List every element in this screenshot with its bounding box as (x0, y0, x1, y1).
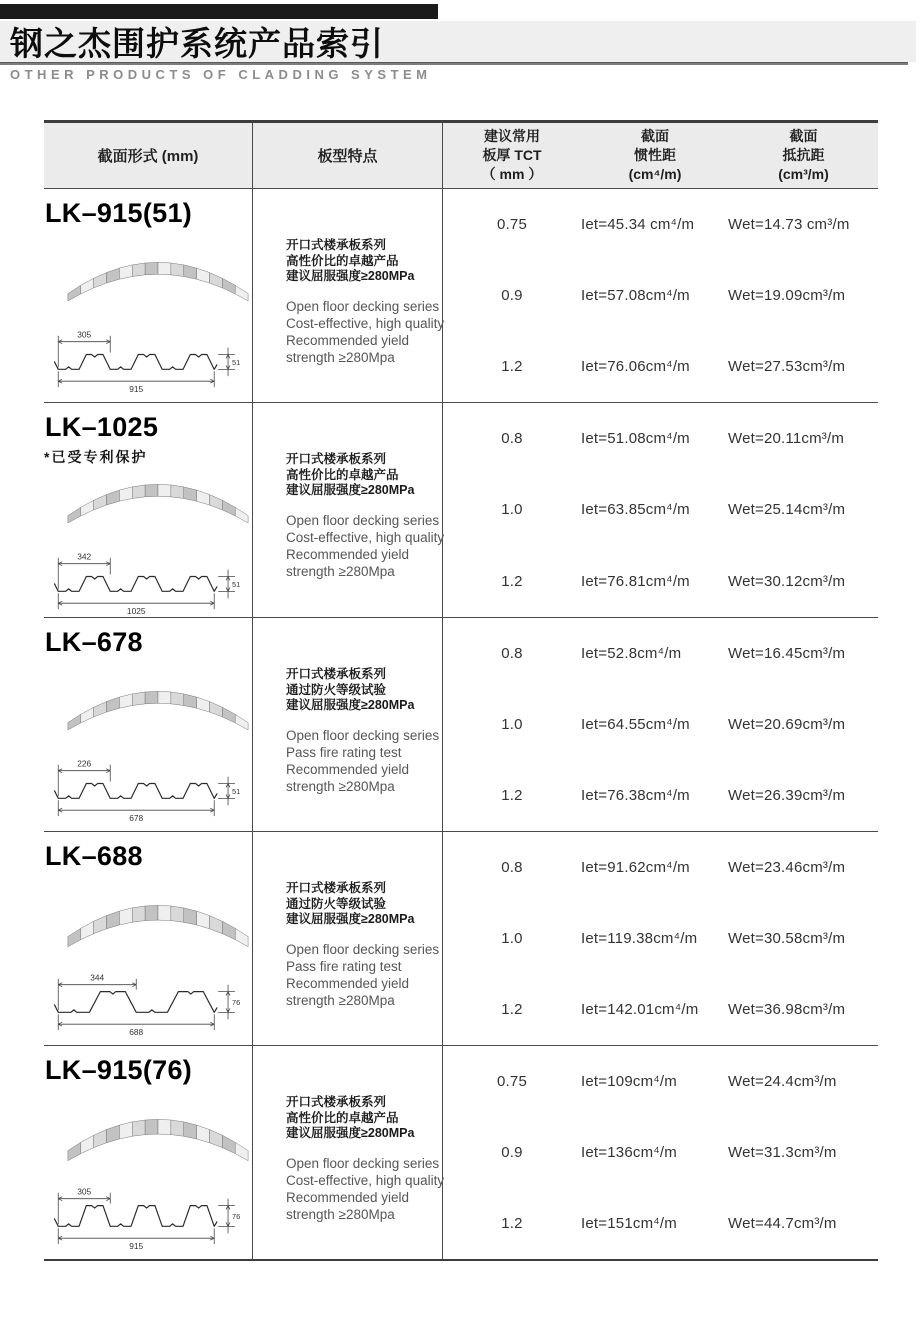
svg-text:305: 305 (77, 1186, 92, 1197)
feature-cn-line: 高性价比的卓越产品 (286, 467, 399, 482)
thickness-value: 1.2 (501, 1001, 523, 1018)
features-cell (253, 832, 443, 1045)
thickness-value: 1.0 (501, 501, 523, 519)
resistance-value: Wet=44.7cm³/m (728, 1215, 837, 1232)
product-row (44, 617, 878, 831)
product-name: LK–688 (45, 841, 143, 871)
spec-row (443, 832, 878, 903)
product-name: LK–678 (45, 627, 143, 657)
deck-panel-3d-illustration (66, 898, 250, 955)
deck-panel-3d-illustration (66, 477, 250, 534)
resistance-value: Wet=24.4cm³/m (728, 1073, 837, 1090)
product-table (44, 120, 878, 1261)
features-cell (253, 403, 443, 617)
features-cn (286, 238, 442, 285)
resistance-value: Wet=31.3cm³/m (728, 1144, 837, 1161)
resistance-value: Wet=14.73 cm³/m (728, 216, 850, 233)
thickness-value: 0.75 (497, 1073, 527, 1090)
feature-cn-line: 开口式楼承板系列 (286, 667, 387, 681)
thickness-value: 1.0 (501, 716, 523, 733)
specs-cell (443, 832, 878, 1045)
feature-cn-line: 高性价比的卓越产品 (286, 1110, 399, 1125)
thickness-value: 1.2 (501, 572, 523, 590)
inertia-value: Iet=91.62cm⁴/m (581, 859, 690, 876)
product-note: *已受专利保护 (44, 449, 148, 465)
product-name: LK–915(76) (45, 1055, 193, 1085)
feature-en-line: Recommended yield strength ≥280Mpa (286, 761, 410, 794)
thickness-value: 0.9 (501, 1144, 523, 1161)
col-header-thickness (443, 123, 581, 188)
resistance-value: Wet=30.58cm³/m (728, 930, 846, 947)
svg-text:1025: 1025 (126, 606, 146, 617)
col-header-thickness-line1: 建议常用 (484, 128, 540, 144)
features-cn (286, 452, 442, 499)
thickness-value: 1.2 (501, 1215, 523, 1232)
feature-cn-line: 开口式楼承板系列 (286, 238, 387, 252)
cross-section-diagram (50, 1175, 258, 1252)
spec-row (443, 974, 878, 1045)
spec-row (443, 546, 878, 617)
svg-text:51: 51 (231, 786, 241, 796)
feature-en-line: Open floor decking series (286, 298, 440, 314)
thickness-value: 0.8 (501, 430, 523, 448)
resistance-value: Wet=16.45cm³/m (728, 645, 846, 662)
feature-en-line: Recommended yield strength ≥280Mpa (286, 332, 410, 365)
svg-text:342: 342 (77, 551, 92, 562)
product-name: LK–1025 (45, 412, 159, 442)
thickness-value: 0.9 (501, 287, 523, 304)
features-cn (286, 667, 442, 714)
svg-text:226: 226 (77, 758, 92, 769)
col-header-thickness-line3: （ mm ） (481, 166, 543, 182)
spec-row (443, 1046, 878, 1117)
specs-cell (443, 403, 878, 617)
inertia-value: Iet=136cm⁴/m (581, 1144, 677, 1161)
product-row (44, 402, 878, 617)
features-cn (286, 1095, 442, 1142)
svg-text:344: 344 (90, 972, 105, 983)
resistance-value: Wet=20.11cm³/m (728, 430, 845, 448)
features-en (286, 512, 448, 580)
inertia-value: Iet=142.01cm⁴/m (581, 1001, 699, 1018)
inertia-value: Iet=76.38cm⁴/m (581, 787, 690, 804)
feature-en-line: Cost-effective, high quality (286, 315, 445, 331)
resistance-value: Wet=36.98cm³/m (728, 1001, 846, 1018)
col-header-section: 截面形式 (mm) (44, 123, 253, 188)
thickness-value: 0.8 (501, 645, 523, 662)
feature-en-line: Open floor decking series (286, 941, 440, 957)
col-header-inertia-line1: 截面 (641, 128, 669, 144)
thickness-value: 0.75 (497, 216, 527, 233)
inertia-value: Iet=151cm⁴/m (581, 1215, 677, 1232)
features-cell (253, 189, 443, 402)
feature-cn-line: 建议屈服强度≥280MPa (286, 269, 415, 283)
col-header-features: 板型特点 (253, 123, 443, 188)
inertia-value: Iet=45.34 cm⁴/m (581, 216, 695, 233)
specs-cell (443, 189, 878, 402)
thickness-value: 0.8 (501, 859, 523, 876)
inertia-value: Iet=109cm⁴/m (581, 1073, 677, 1090)
spec-row (443, 331, 878, 402)
inertia-value: Iet=63.85cm⁴/m (581, 501, 690, 519)
header-accent-bar (0, 4, 438, 19)
col-header-inertia-line2: 惯性距 (634, 147, 676, 163)
svg-text:688: 688 (129, 1027, 144, 1038)
section-cell (44, 618, 253, 831)
page-subtitle: OTHER PRODUCTS OF CLADDING SYSTEM (10, 67, 432, 82)
spec-row (443, 260, 878, 331)
section-cell (44, 832, 253, 1045)
col-header-inertia-line3: (cm⁴/m) (628, 166, 682, 182)
col-header-specs-group (443, 123, 878, 188)
feature-cn-line: 通过防火等级试验 (286, 896, 387, 911)
spec-row (443, 1117, 878, 1188)
col-header-resistance-line1: 截面 (789, 128, 818, 144)
spec-row (443, 1188, 878, 1259)
inertia-value: Iet=76.06cm⁴/m (581, 358, 690, 375)
feature-en-line: Pass fire rating test (286, 958, 402, 974)
svg-text:915: 915 (129, 384, 144, 395)
specs-cell (443, 1046, 878, 1259)
svg-text:305: 305 (77, 329, 92, 340)
feature-en-line: Open floor decking series (286, 1155, 440, 1171)
specs-cell (443, 618, 878, 831)
feature-cn-line: 通过防火等级试验 (286, 682, 387, 697)
cross-section-diagram (50, 318, 258, 395)
feature-en-line: Cost-effective, high quality (286, 1172, 445, 1188)
features-en (286, 1155, 448, 1223)
table-header-row (44, 123, 878, 188)
spec-row (443, 689, 878, 760)
resistance-value: Wet=23.46cm³/m (728, 859, 846, 876)
spec-row (443, 403, 878, 474)
feature-en-line: Recommended yield strength ≥280Mpa (286, 975, 410, 1008)
cross-section-diagram (50, 540, 258, 617)
feature-cn-line: 开口式楼承板系列 (286, 1095, 387, 1109)
deck-panel-3d-illustration (66, 1112, 250, 1169)
svg-text:678: 678 (129, 813, 144, 824)
thickness-value: 1.2 (501, 787, 523, 804)
resistance-value: Wet=25.14cm³/m (728, 501, 846, 519)
features-cell (253, 1046, 443, 1259)
spec-row (443, 760, 878, 831)
feature-en-line: Open floor decking series (286, 727, 440, 743)
features-cn (286, 881, 442, 928)
section-cell (44, 1046, 253, 1259)
deck-panel-3d-illustration (66, 255, 250, 312)
cross-section-diagram (50, 961, 258, 1038)
inertia-value: Iet=64.55cm⁴/m (581, 716, 690, 733)
product-row (44, 188, 878, 402)
feature-cn-line: 建议屈服强度≥280MPa (286, 912, 415, 926)
svg-text:915: 915 (129, 1241, 144, 1252)
spec-row (443, 189, 878, 260)
feature-cn-line: 建议屈服强度≥280MPa (286, 483, 415, 497)
feature-en-line: Recommended yield strength ≥280Mpa (286, 546, 410, 579)
cross-section-diagram (50, 747, 258, 824)
page-title: 钢之杰围护系统产品索引 (10, 25, 384, 62)
resistance-value: Wet=27.53cm³/m (728, 358, 846, 375)
col-header-resistance (729, 123, 878, 188)
features-en (286, 941, 448, 1009)
title-divider (0, 62, 908, 65)
thickness-value: 1.2 (501, 358, 523, 375)
deck-panel-3d-illustration (66, 684, 250, 741)
product-row (44, 831, 878, 1045)
features-cell (253, 618, 443, 831)
col-header-thickness-line2: 板厚 TCT (482, 147, 542, 163)
inertia-value: Iet=51.08cm⁴/m (581, 430, 690, 448)
svg-text:51: 51 (231, 357, 241, 367)
col-header-resistance-line2: 抵抗距 (782, 147, 825, 163)
feature-cn-line: 高性价比的卓越产品 (286, 253, 399, 268)
col-header-inertia (581, 123, 729, 188)
inertia-value: Iet=52.8cm⁴/m (581, 645, 682, 662)
feature-en-line: Pass fire rating test (286, 744, 402, 760)
inertia-value: Iet=76.81cm⁴/m (581, 572, 690, 590)
feature-en-line: Recommended yield strength ≥280Mpa (286, 1189, 410, 1222)
resistance-value: Wet=26.39cm³/m (728, 787, 846, 804)
inertia-value: Iet=57.08cm⁴/m (581, 287, 690, 304)
product-row (44, 1045, 878, 1259)
spec-row (443, 903, 878, 974)
feature-cn-line: 建议屈服强度≥280MPa (286, 1126, 415, 1140)
section-cell (44, 403, 253, 617)
section-cell (44, 189, 253, 402)
table-body (44, 188, 878, 1259)
feature-cn-line: 建议屈服强度≥280MPa (286, 698, 415, 712)
spec-row (443, 474, 878, 545)
svg-text:76: 76 (231, 1211, 241, 1221)
feature-en-line: Open floor decking series (286, 512, 440, 528)
resistance-value: Wet=30.12cm³/m (728, 572, 846, 590)
inertia-value: Iet=119.38cm⁴/m (581, 930, 698, 947)
spec-row (443, 618, 878, 689)
title-band (0, 21, 916, 62)
resistance-value: Wet=19.09cm³/m (728, 287, 846, 304)
features-en (286, 298, 448, 366)
features-en (286, 727, 448, 795)
feature-en-line: Cost-effective, high quality (286, 529, 445, 545)
resistance-value: Wet=20.69cm³/m (728, 716, 846, 733)
product-name: LK–915(51) (45, 198, 193, 228)
svg-text:76: 76 (231, 997, 241, 1007)
col-header-resistance-line3: (cm³/m) (778, 166, 829, 182)
thickness-value: 1.0 (501, 930, 523, 947)
feature-cn-line: 开口式楼承板系列 (286, 881, 387, 895)
feature-cn-line: 开口式楼承板系列 (286, 452, 387, 466)
svg-text:51: 51 (231, 579, 241, 589)
